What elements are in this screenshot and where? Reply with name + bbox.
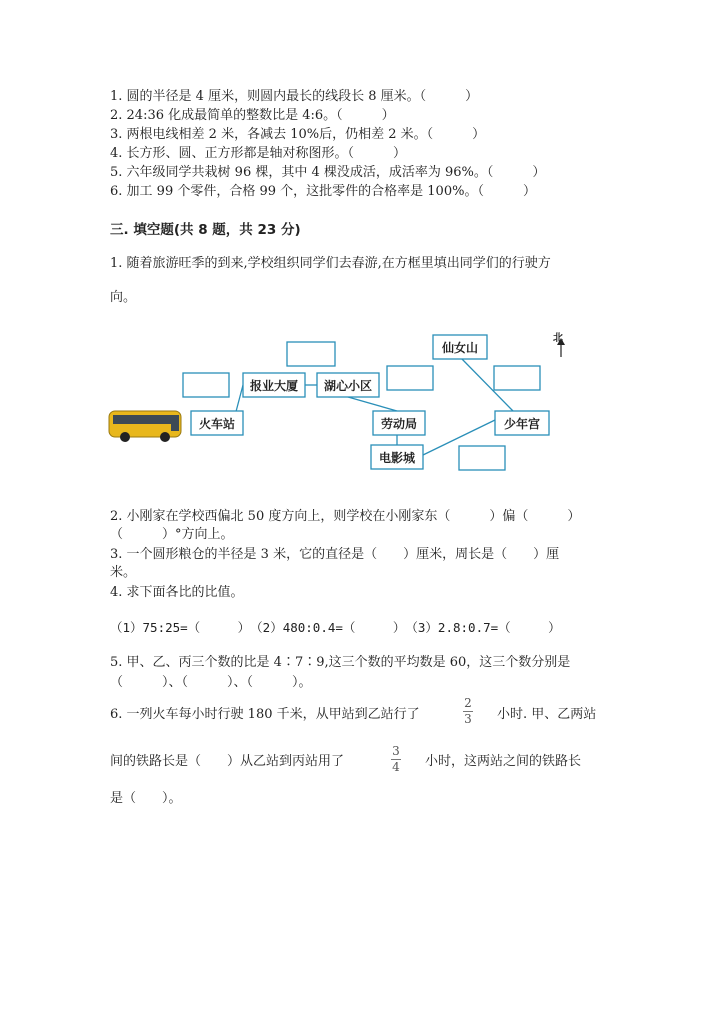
node-train-station: 火车站 bbox=[198, 417, 236, 431]
north-arrow-icon bbox=[553, 332, 565, 357]
q6-part-1: 6. 一列火车每小时行驶 180 千米，从甲站到乙站行了 bbox=[110, 707, 420, 722]
q6-part-4: 小时，这两站之间的铁路长 bbox=[425, 754, 582, 769]
bus-icon bbox=[109, 411, 181, 442]
north-label: 北 bbox=[553, 333, 563, 344]
node-labor-bureau: 劳动局 bbox=[380, 417, 418, 431]
q6-part-2: 小时. 甲、乙两站 bbox=[497, 707, 597, 722]
route-map bbox=[105, 325, 575, 480]
answer-box-1 bbox=[287, 342, 335, 366]
node-cinema: 电影城 bbox=[378, 451, 416, 465]
q5-line-1: 5. 甲、乙、丙三个数的比是 4∶7∶9,这三个数的平均数是 60，这三个数分别是 bbox=[110, 655, 571, 670]
q1-line-2: 向。 bbox=[110, 290, 137, 305]
judge-item-3: 3. 两根电线相差 2 米，各减去 10%后，仍相差 2 米。（ ） bbox=[110, 127, 486, 142]
q4-line-2: （1）75:25=（ ） （2）480:0.4=（ ） （3）2.8:0.7=（ ） bbox=[110, 620, 561, 635]
q5-line-2: （ ）、（ ）、（ ）。 bbox=[110, 675, 312, 690]
answer-box-5 bbox=[459, 446, 505, 470]
judge-item-4: 4. 长方形、圆、正方形都是轴对称图形。（ ） bbox=[110, 146, 407, 161]
q6-fraction-2: 3 4 bbox=[392, 744, 400, 774]
judge-item-5: 5. 六年级同学共栽树 96 棵，其中 4 棵没成活，成活率为 96%。（ ） bbox=[110, 165, 546, 180]
judge-item-1: 1. 圆的半径是 4 厘米，则圆内最长的线段长 8 厘米。（ ） bbox=[110, 89, 479, 104]
answer-box-2 bbox=[183, 373, 229, 397]
judge-item-2: 2. 24:36 化成最简单的整数比是 4:6。（ ） bbox=[110, 108, 395, 123]
q2-line-1: 2. 小刚家在学校西偏北 50 度方向上，则学校在小刚家东（ ）偏（ ） bbox=[110, 509, 581, 524]
node-lake-community: 湖心小区 bbox=[323, 379, 373, 393]
q3-line-1: 3. 一个圆形粮仓的半径是 3 米，它的直径是（ ）厘米，周长是（ ）厘 bbox=[110, 547, 560, 562]
q4-line-1: 4. 求下面各比的比值。 bbox=[110, 585, 244, 600]
q1-line-1: 1. 随着旅游旺季的到来,学校组织同学们去春游,在方框里填出同学们的行驶方 bbox=[110, 256, 551, 271]
judge-item-6: 6. 加工 99 个零件，合格 99 个，这批零件的合格率是 100%。（ ） bbox=[110, 184, 536, 199]
node-newspaper: 报业大厦 bbox=[249, 379, 299, 393]
q6-part-3: 间的铁路长是（ ）从乙站到丙站用了 bbox=[110, 754, 345, 769]
answer-box-4 bbox=[494, 366, 540, 390]
q3-line-2: 米。 bbox=[110, 565, 137, 580]
answer-box-3 bbox=[387, 366, 433, 390]
node-fairy-mountain: 仙女山 bbox=[441, 341, 479, 355]
node-youth-palace: 少年宫 bbox=[503, 417, 541, 431]
section-title: 三. 填空题(共 8 题，共 23 分) bbox=[110, 222, 301, 238]
q6-part-5: 是（ ）。 bbox=[110, 791, 182, 806]
q2-line-2: （ ）°方向上。 bbox=[110, 527, 234, 542]
q6-fraction-1: 2 3 bbox=[464, 696, 472, 726]
